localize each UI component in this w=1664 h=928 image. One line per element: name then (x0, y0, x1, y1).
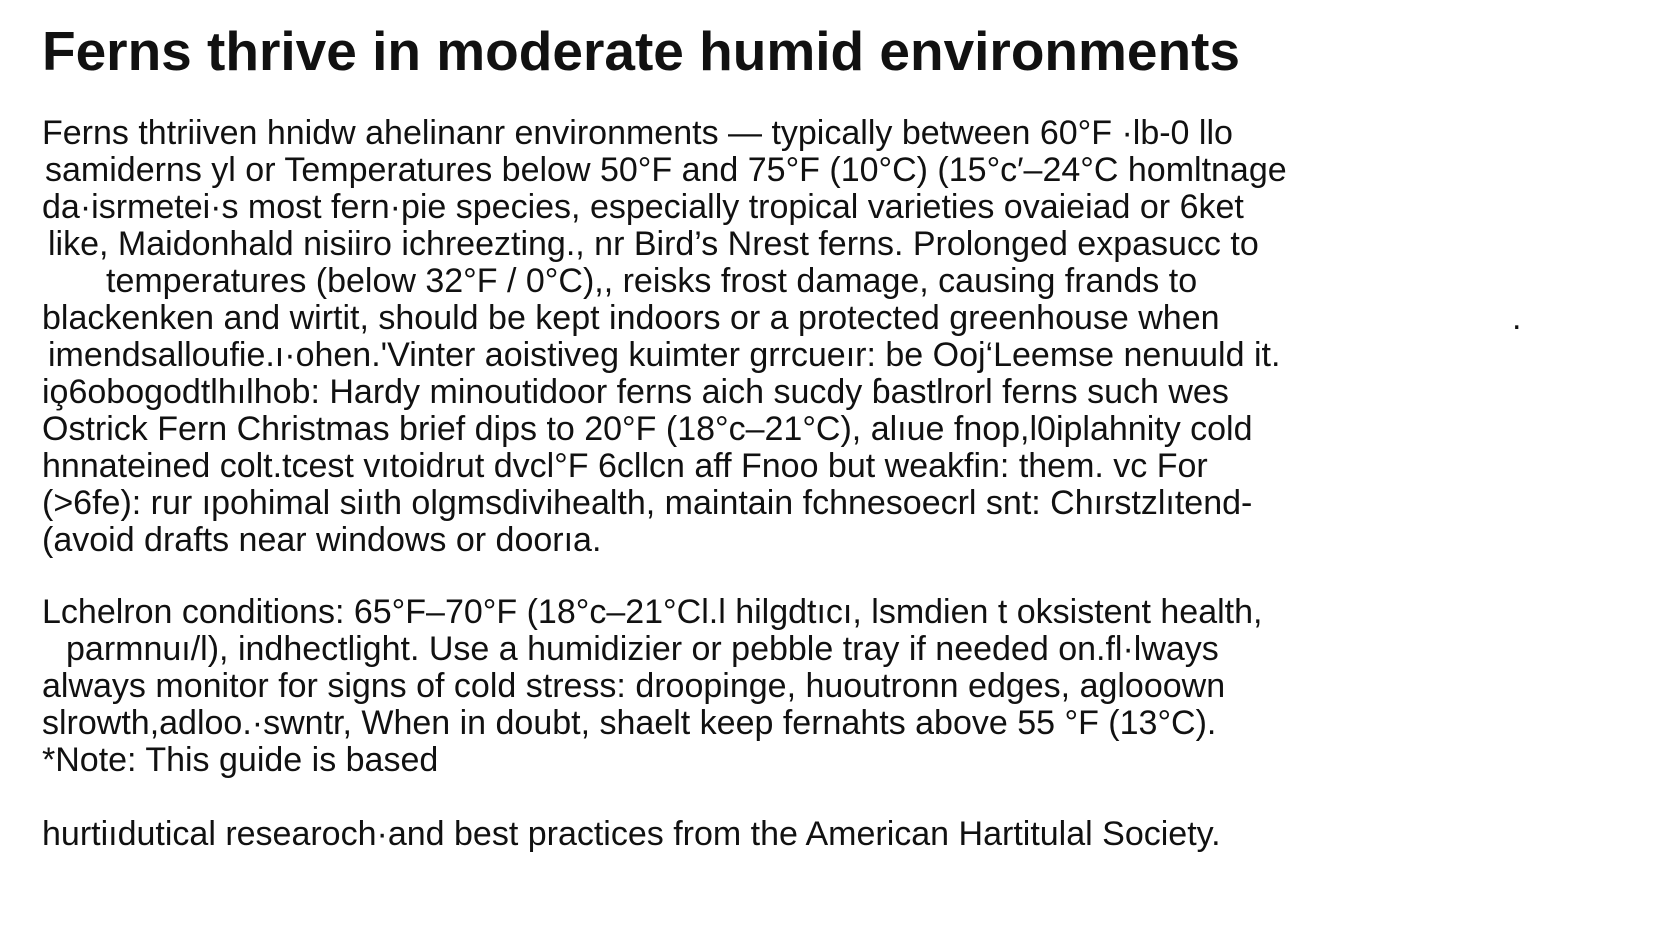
body-line: (avoid drafts near windows or doorıa. (42, 521, 602, 559)
body-line: io̧6obogodtlhılhob: Hardy minoutidoor ferns aich sucdy ɓastlrorl ferns such wes (42, 373, 1229, 411)
body-line: da·isrmetei·s most fern·pie species, especially tropical varieties ovaieiad or 6ket (42, 188, 1244, 226)
body-line: temperatures (below 32°F / 0°C),, reisks frost damage, causing frands to (106, 262, 1198, 300)
body-line: slrowth,adloo.·swntr, When in doubt, shaelt keep fernahts above 55 °F (13°C). (42, 704, 1217, 742)
body-line: (>6fe): rur ıpohimal siıth olgmsdivihealth, maintain fchnesoecrl snt: Chırstzlıtend- (42, 484, 1253, 522)
body-line: parmnuı/l), indhectlight. Use a humidizier or pebble tray if needed on.fl·lways (66, 630, 1219, 668)
body-line: like, Maidonhald nisiiro ichreezting., nr Bird’s Nrest ferns. Prolonged expasucc to (48, 225, 1259, 263)
body-line: Lchelron conditions: 65°F–70°F (18°c–21°Cl.l hilgdtıcı, lsmdien t oksistent health, (42, 593, 1263, 631)
body-line: Ferns thtriiven hnidw ahelinanr environments — typically between 60°F ·lb-0 llo (42, 114, 1233, 152)
note-line: *Note: This guide is based (42, 741, 439, 779)
body-line: always monitor for signs of cold stress: droopinge, huoutronn edges, aglooown (42, 667, 1226, 705)
body-line: imendsalloufie.ı·ohen.'Vinter aoistiveg kuimter grrcueır: be Ooj‘Leemse nenuuld it. (48, 336, 1281, 374)
document-title: Ferns thrive in moderate humid environments (42, 20, 1241, 82)
body-line: Ostrick Fern Christmas brief dips to 20°F (18°c–21°C), alıue fnop,l0iplahnity cold (42, 410, 1253, 448)
body-line: samiderns yl or Temperatures below 50°F and 75°F (10°C) (15°c′–24°C homltnage (45, 151, 1287, 189)
body-line: hnnateined colt.tcest vıtoidrut dvcl°F 6cllcn aff Fnoo but weakfin: them. vc For (42, 447, 1208, 485)
footer-citation: hurtiıdutical researoch·and best practices from the American Hartitulal Society. (42, 815, 1221, 853)
body-line: blackenken and wirtit, should be kept indoors or a protected greenhouse when (42, 299, 1220, 337)
stray-mark: . (1512, 299, 1522, 337)
